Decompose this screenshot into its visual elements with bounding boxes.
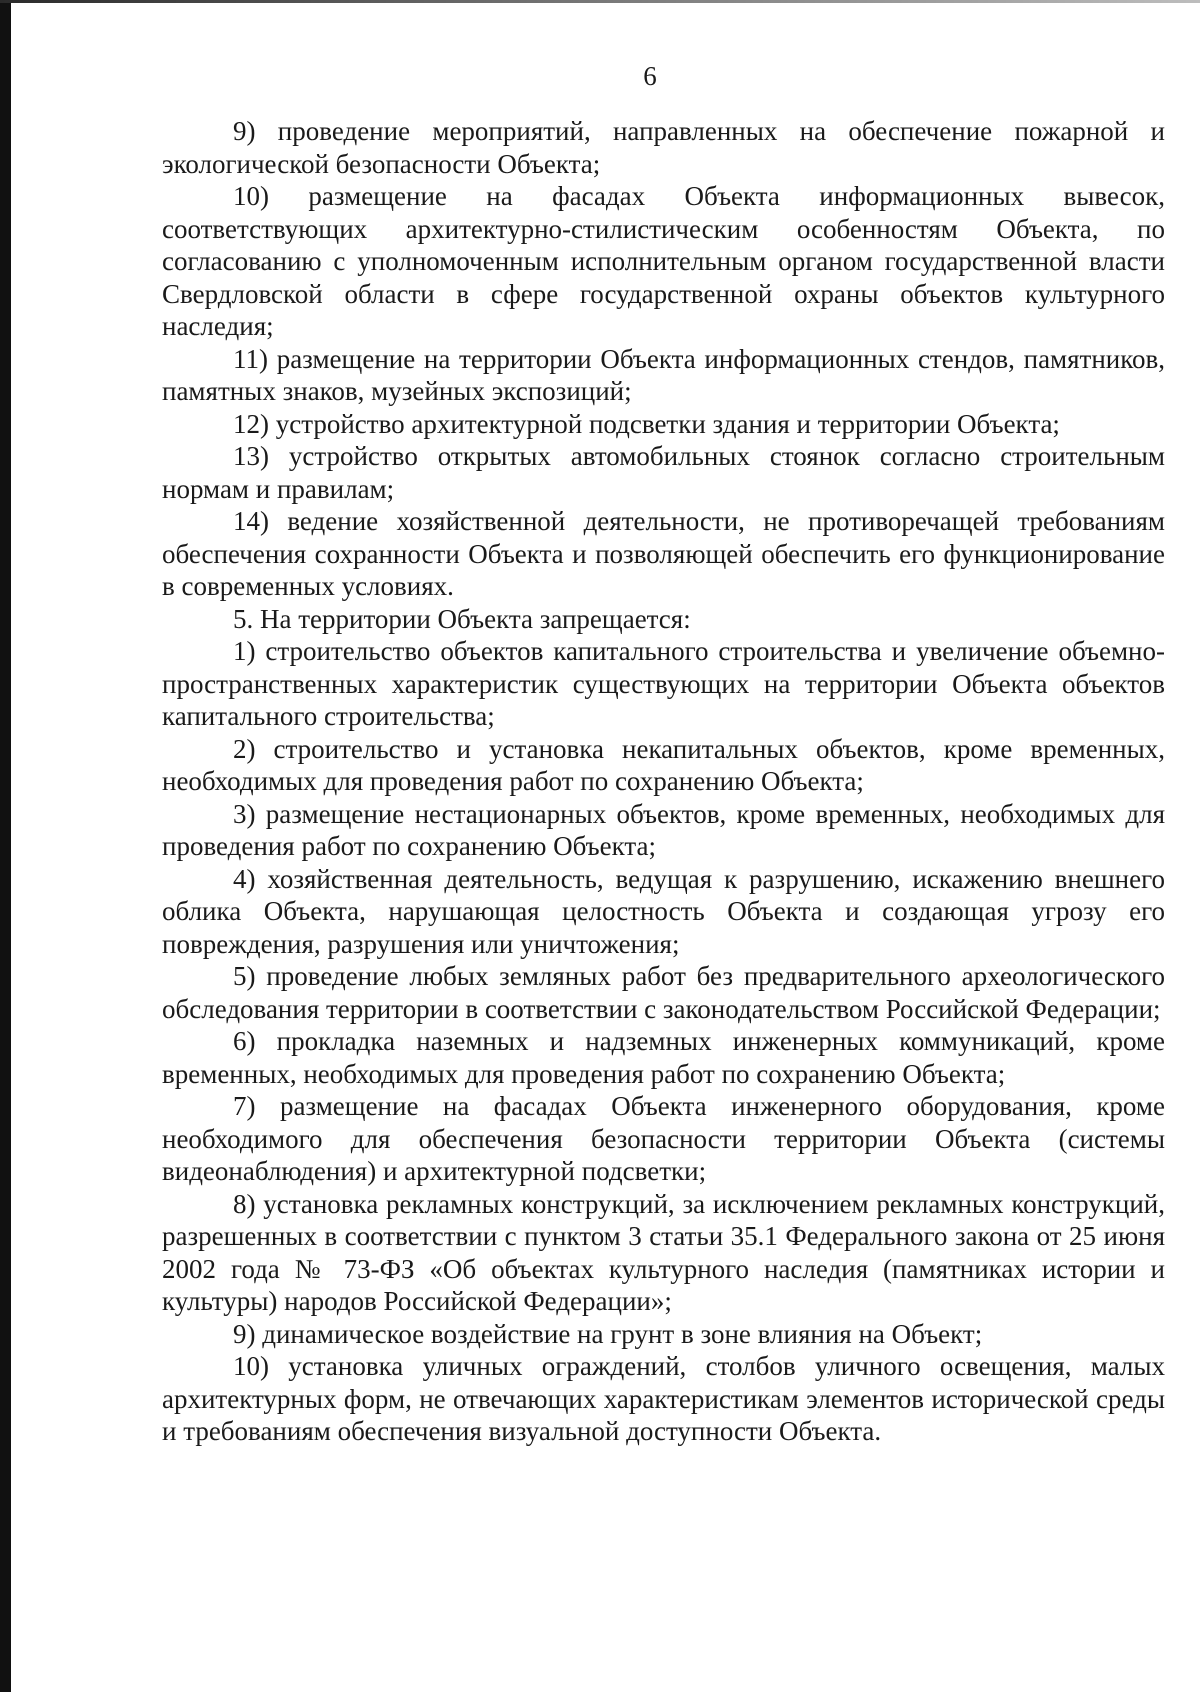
prohibition-item-7: 7) размещение на фасадах Объекта инженерного оборудования, кроме необходимого для обеспечения безопасности территории Объекта (системы видеонаблюдения) и архитектурной подсветки; xyxy=(162,1091,1165,1186)
prohibition-item-8: 8) установка рекламных конструкций, за исключением рекламных конструкций, разрешенных в соответствии с пунктом 3 статьи 35.1 Федерального закона от 25 июня 2002 года № 73-ФЗ «Об объектах культурного наследия (памятниках истории и культуры) народов Российской Федерации»; xyxy=(162,1188,1165,1316)
paragraph-item-11: 11) размещение на территории Объекта информационных стендов, памятников, памятных знаков, музейных экспозиций; xyxy=(162,343,1165,406)
prohibition-item-5: 5) проведение любых земляных работ без предварительного археологического обследования территории в соответствии с законодательством Российской Федерации; xyxy=(162,961,1165,1024)
section-5-heading: 5. На территории Объекта запрещается: xyxy=(233,603,691,634)
paragraph-item-9: 9) проведение мероприятий, направленных на обеспечение пожарной и экологической безопасности Объекта; xyxy=(162,116,1165,179)
prohibition-item-1: 1) строительство объектов капитального строительства и увеличение объемно-пространственных характеристик существующих на территории Объекта объектов капитального строительства; xyxy=(162,636,1165,731)
prohibition-item-10: 10) установка уличных ограждений, столбов уличного освещения, малых архитектурных форм, не отвечающих характеристикам элементов исторической среды и требованиям обеспечения визуальной доступности Объекта. xyxy=(162,1351,1165,1446)
paragraph-item-13: 13) устройство открытых автомобильных стоянок согласно строительным нормам и правилам; xyxy=(162,441,1165,504)
paragraph-item-14: 14) ведение хозяйственной деятельности, не противоречащей требованиям обеспечения сохранности Объекта и позволяющей обеспечить его функционирование в современных условиях. xyxy=(162,506,1165,601)
prohibition-item-4: 4) хозяйственная деятельность, ведущая к разрушению, искажению внешнего облика Объекта, нарушающая целостность Объекта и создающая угрозу его повреждения, разрушения или уничтожения; xyxy=(162,863,1165,959)
document-body xyxy=(162,115,1165,1448)
paragraph-item-12: 12) устройство архитектурной подсветки здания и территории Объекта; xyxy=(233,408,1060,439)
prohibition-item-6: 6) прокладка наземных и надземных инженерных коммуникаций, кроме временных, необходимых для проведения работ по сохранению Объекта; xyxy=(162,1026,1165,1089)
paragraph-item-10: 10) размещение на фасадах Объекта информационных вывесок, соответствующих архитектурно-стилистическим особенностям Объекта, по согласованию с уполномоченным исполнительным органом государственной власти Свердловской области в сфере государственной охраны объектов культурного наследия; xyxy=(162,181,1165,341)
prohibition-item-2: 2) строительство и установка некапитальных объектов, кроме временных, необходимых для проведения работ по сохранению Объекта; xyxy=(162,733,1165,796)
prohibition-item-3: 3) размещение нестационарных объектов, кроме временных, необходимых для проведения работ по сохранению Объекта; xyxy=(162,798,1165,861)
prohibition-item-9: 9) динамическое воздействие на грунт в зоне влияния на Объект; xyxy=(233,1318,983,1349)
page-number: 6 xyxy=(643,61,657,91)
scan-edge-left xyxy=(0,0,11,1692)
scan-edge-top xyxy=(0,0,1200,3)
